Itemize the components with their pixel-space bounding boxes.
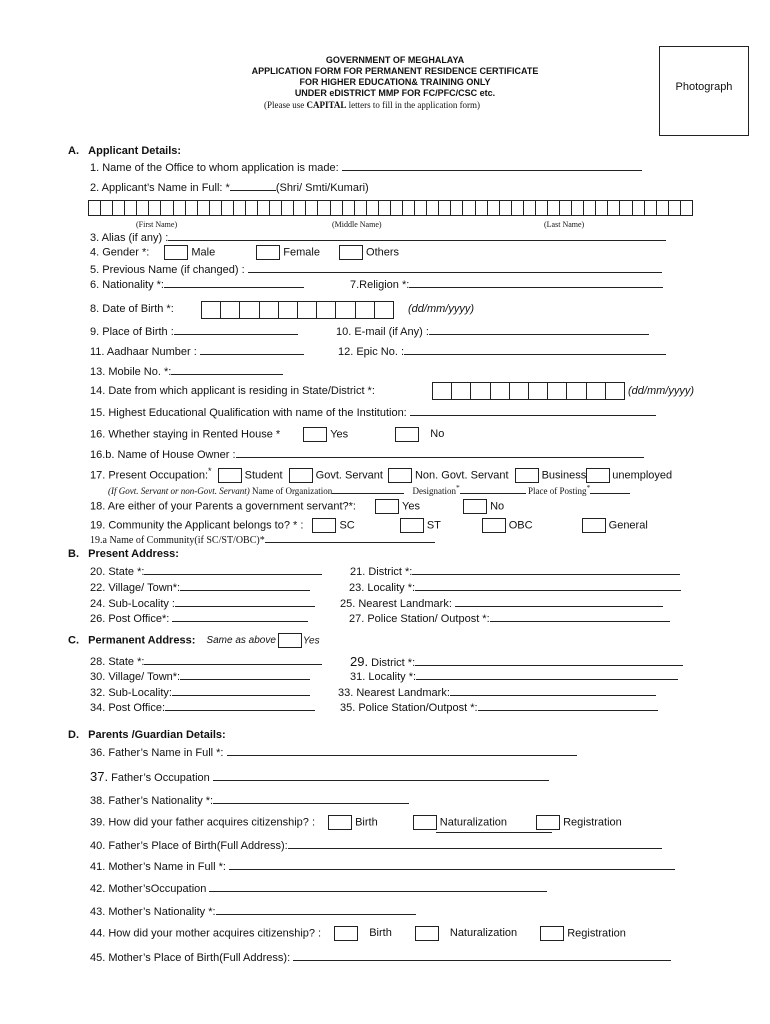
q43-mother-nationality	[90, 904, 416, 918]
q2-applicant-name	[90, 180, 369, 194]
q45-mother-birthplace	[90, 950, 671, 964]
grid-cell[interactable]	[488, 201, 500, 215]
grid-cell[interactable]	[596, 201, 608, 215]
q9-label: 9. Place of Birth :	[90, 326, 174, 338]
grid-cell[interactable]	[633, 201, 645, 215]
section-d-title: Parents /Guardian Details:	[88, 729, 226, 741]
grid-cell[interactable]	[403, 201, 415, 215]
q12-input[interactable]	[404, 344, 666, 355]
q1-input[interactable]	[342, 160, 642, 171]
grid-cell[interactable]	[331, 201, 343, 215]
grid-cell[interactable]	[620, 201, 632, 215]
occupation-unemployed-checkbox[interactable]	[586, 468, 610, 483]
capital-note-bold: CAPITAL	[306, 100, 347, 110]
q37-input[interactable]	[213, 770, 549, 781]
q41-input[interactable]	[229, 859, 675, 870]
rented-no-checkbox[interactable]	[395, 427, 419, 442]
capital-note	[264, 100, 480, 110]
capital-note-post: letters to fill in the application form)	[346, 100, 481, 110]
grid-cell[interactable]	[669, 201, 681, 215]
community-obc-checkbox[interactable]	[482, 518, 506, 533]
grid-cell[interactable]	[294, 201, 306, 215]
q32-label: 32. Sub-Locality:	[90, 687, 172, 699]
q35-label: 35. Police Station/Outpost *:	[340, 702, 478, 714]
grid-cell[interactable]	[529, 383, 548, 399]
middle-name-caption: (Middle Name)	[332, 220, 382, 229]
grid-cell[interactable]	[270, 201, 282, 215]
q37-label: Father’s Occupation	[108, 772, 213, 784]
father-birth-checkbox[interactable]	[328, 815, 352, 830]
st-label: ST	[426, 519, 441, 532]
q27-police-station	[349, 611, 670, 625]
q33-landmark	[338, 685, 656, 699]
q7-religion	[350, 277, 663, 291]
grid-cell[interactable]	[463, 201, 475, 215]
parents-yes-label: Yes	[402, 500, 420, 513]
grid-cell[interactable]	[491, 383, 510, 399]
grid-cell[interactable]	[306, 201, 318, 215]
q7-label: 7.Religion *:	[350, 279, 410, 291]
q39-underline	[436, 832, 552, 833]
community-sc-checkbox[interactable]	[312, 518, 336, 533]
q43-label: 43. Mother’s Nationality *:	[90, 906, 216, 918]
section-b-heading	[68, 548, 179, 560]
q28-input[interactable]	[144, 654, 322, 665]
q1-label: 1. Name of the Office to whom application is made:	[90, 162, 342, 174]
grid-cell[interactable]	[221, 302, 240, 318]
grid-cell[interactable]	[439, 201, 451, 215]
q10-input[interactable]	[429, 324, 649, 335]
q3-label: 3. Alias (if any) :	[90, 232, 169, 244]
mother-registration-label: Registration	[567, 927, 626, 940]
grid-cell[interactable]	[584, 201, 596, 215]
q17-govt-details	[108, 483, 630, 496]
gender-others-checkbox[interactable]	[339, 245, 363, 260]
q22-label: 22. Village/ Town*:	[90, 582, 181, 594]
occupation-business-checkbox[interactable]	[515, 468, 539, 483]
q25-label: 25. Nearest Landmark:	[340, 598, 455, 610]
rented-yes-label: Yes	[330, 428, 349, 441]
posting-label: Place of Posting	[528, 486, 587, 496]
section-a-letter: A.	[68, 145, 79, 157]
grid-cell[interactable]	[298, 302, 317, 318]
q29-district	[350, 654, 683, 669]
grid-cell[interactable]	[452, 383, 471, 399]
q26-label: 26. Post Office*:	[90, 613, 173, 625]
section-a-title: Applicant Details:	[88, 145, 182, 157]
grid-cell[interactable]	[240, 302, 259, 318]
section-b-title: Present Address:	[88, 548, 179, 560]
q16b-input[interactable]	[236, 447, 644, 458]
q27-label: 27. Police Station/ Outpost *:	[349, 613, 490, 625]
q26-input[interactable]	[172, 611, 308, 622]
gender-female-checkbox[interactable]	[256, 245, 280, 260]
occupation-student-checkbox[interactable]	[218, 468, 242, 483]
gender-male-checkbox[interactable]	[164, 245, 188, 260]
q30-village	[90, 669, 310, 683]
header-line-1: GOVERNMENT OF MEGHALAYA	[325, 55, 465, 65]
female-label: Female	[283, 246, 320, 259]
q19a-label: 19.a Name of Community(if SC/ST/OBC)*	[90, 535, 265, 546]
q30-label: 30. Village/ Town*:	[90, 671, 181, 683]
grid-cell[interactable]	[608, 201, 620, 215]
rented-no-label: No	[430, 428, 445, 441]
grid-cell[interactable]	[367, 201, 379, 215]
business-label: Business	[541, 469, 587, 482]
q40-label: 40. Father’s Place of Birth(Full Address):	[90, 840, 288, 852]
q24-label: 24. Sub-Locality :	[90, 598, 175, 610]
q22-village	[90, 580, 310, 594]
grid-cell[interactable]	[210, 201, 222, 215]
q18-parents-govt	[90, 499, 504, 514]
q37-number: 37.	[90, 769, 109, 784]
q33-label: 33. Nearest Landmark:	[338, 687, 450, 699]
header-line-3: FOR HIGHER EDUCATION& TRAINING ONLY	[299, 77, 491, 87]
q11-input[interactable]	[200, 344, 304, 355]
q11-aadhaar	[90, 344, 304, 358]
q6-input[interactable]	[164, 277, 304, 288]
q15-input[interactable]	[410, 405, 656, 416]
grid-cell[interactable]	[356, 302, 375, 318]
q16-label: 16. Whether staying in Rented House *	[90, 428, 281, 441]
q5-input[interactable]	[248, 262, 662, 273]
designation-star: *	[456, 483, 460, 492]
occupation-govt-checkbox[interactable]	[289, 468, 313, 483]
q5-label: 5. Previous Name (if changed) :	[90, 264, 248, 276]
q19-label: 19. Community the Applicant belongs to? * :	[90, 519, 304, 532]
q38-input[interactable]	[213, 793, 409, 804]
photograph-label: Photograph	[675, 81, 733, 93]
mother-birth-label: Birth	[369, 927, 392, 940]
grid-cell[interactable]	[149, 201, 161, 215]
grid-cell[interactable]	[427, 201, 439, 215]
q30-input[interactable]	[180, 669, 310, 680]
grid-cell[interactable]	[548, 383, 567, 399]
capital-note-pre: (Please use	[264, 100, 307, 110]
father-naturalization-label: Naturalization	[439, 816, 508, 829]
q9-place-of-birth	[90, 324, 298, 338]
q29-number: 29.	[350, 654, 369, 669]
residing-date-grid[interactable]	[432, 382, 625, 400]
parents-govt-yes-checkbox[interactable]	[375, 499, 399, 514]
q45-label: 45. Mother’s Place of Birth(Full Address):	[90, 952, 294, 964]
q42-mother-occupation	[90, 881, 547, 895]
q20-label: 20. State *:	[90, 566, 145, 578]
grid-cell[interactable]	[500, 201, 512, 215]
q12-label: 12. Epic No. :	[338, 346, 405, 358]
grid-cell[interactable]	[202, 302, 221, 318]
q44-label: 44. How did your mother acquires citizenship? :	[90, 927, 322, 940]
q28-state	[90, 654, 322, 668]
q6-label: 6. Nationality *:	[90, 279, 164, 291]
q29-input[interactable]	[415, 655, 683, 666]
grid-cell[interactable]	[572, 201, 584, 215]
grid-cell[interactable]	[174, 201, 186, 215]
grid-cell[interactable]	[587, 383, 606, 399]
q25-input[interactable]	[455, 596, 663, 607]
grid-cell[interactable]	[343, 201, 355, 215]
same-as-above-label: Same as above	[206, 635, 276, 647]
grid-cell[interactable]	[222, 201, 234, 215]
grid-cell[interactable]	[548, 201, 560, 215]
q17-occupation	[90, 466, 672, 483]
grid-cell[interactable]	[415, 201, 427, 215]
org-input[interactable]	[332, 485, 404, 494]
q14-label: 14. Date from which applicant is residing in State/District *:	[90, 385, 375, 397]
mother-naturalization-checkbox[interactable]	[415, 926, 439, 941]
q12-epic	[338, 344, 666, 358]
grid-cell[interactable]	[186, 201, 198, 215]
section-c-heading	[68, 633, 320, 648]
q21-district	[350, 564, 680, 578]
q19-community	[90, 518, 648, 533]
q10-label: 10. E-mail (if Any) :	[336, 326, 429, 338]
grid-cell[interactable]	[512, 201, 524, 215]
q11-label: 11. Aadhaar Number :	[90, 346, 200, 358]
mother-registration-checkbox[interactable]	[540, 926, 564, 941]
q4-gender	[90, 245, 399, 260]
q34-post-office	[90, 700, 315, 714]
dob-grid[interactable]	[201, 301, 394, 319]
q8-label: 8. Date of Birth *:	[90, 303, 174, 315]
grid-cell[interactable]	[451, 201, 463, 215]
designation-label: Designation	[412, 486, 457, 496]
grid-cell[interactable]	[125, 201, 137, 215]
q7-input[interactable]	[409, 277, 663, 288]
section-c-letter: C.	[68, 634, 79, 647]
q31-input[interactable]	[416, 669, 678, 680]
q3-alias	[90, 230, 666, 244]
sc-label: SC	[339, 519, 355, 532]
last-name-caption: (Last Name)	[544, 220, 585, 229]
q24-sub-locality	[90, 596, 315, 610]
q34-label: 34. Post Office:	[90, 702, 166, 714]
q5-previous-name	[90, 262, 662, 276]
q42-label: 42. Mother’sOccupation	[90, 883, 210, 895]
q40-input[interactable]	[288, 838, 662, 849]
grid-cell[interactable]	[681, 201, 693, 215]
mother-naturalization-label: Naturalization	[449, 927, 518, 940]
q21-input[interactable]	[412, 564, 680, 575]
q38-label: 38. Father’s Nationality *:	[90, 795, 214, 807]
q42-input[interactable]	[209, 881, 547, 892]
q36-input[interactable]	[227, 745, 577, 756]
q8-date-of-birth	[90, 303, 174, 315]
father-naturalization-checkbox[interactable]	[413, 815, 437, 830]
grid-cell[interactable]	[476, 201, 488, 215]
govt-label: Govt. Servant	[315, 469, 383, 482]
q32-input[interactable]	[172, 685, 310, 696]
q21-label: 21. District *:	[350, 566, 413, 578]
grid-cell[interactable]	[161, 201, 173, 215]
q2-title-options: (Shri/ Smti/Kumari)	[275, 182, 369, 194]
grid-cell[interactable]	[391, 201, 403, 215]
section-b-letter: B.	[68, 548, 79, 560]
rented-yes-checkbox[interactable]	[303, 427, 327, 442]
father-registration-label: Registration	[563, 816, 622, 829]
posting-star: *	[586, 483, 591, 492]
q24-input[interactable]	[175, 596, 315, 607]
grid-cell[interactable]	[375, 302, 394, 318]
unemployed-label: unemployed	[612, 469, 673, 482]
q19a-input[interactable]	[265, 534, 435, 543]
grid-cell[interactable]	[282, 201, 294, 215]
q6-nationality	[90, 277, 304, 291]
community-st-checkbox[interactable]	[400, 518, 424, 533]
grid-cell[interactable]	[317, 302, 336, 318]
q10-email	[336, 324, 649, 338]
q31-locality	[350, 669, 678, 683]
father-registration-checkbox[interactable]	[536, 815, 560, 830]
first-name-caption: (First Name)	[136, 220, 178, 229]
q13-mobile	[90, 364, 283, 378]
community-general-checkbox[interactable]	[582, 518, 606, 533]
q32-sub-locality	[90, 685, 310, 699]
posting-input[interactable]	[590, 485, 630, 494]
residing-date-format: (dd/mm/yyyy)	[628, 385, 694, 397]
q16-rented-house	[90, 427, 444, 442]
q4-label: 4. Gender *:	[90, 246, 150, 259]
q45-input[interactable]	[293, 950, 671, 961]
same-yes-label: Yes	[302, 635, 320, 647]
q23-input[interactable]	[415, 580, 681, 591]
q29-label: District *:	[368, 657, 416, 669]
grid-cell[interactable]	[279, 302, 298, 318]
grid-cell[interactable]	[318, 201, 330, 215]
name-letter-grid[interactable]	[88, 200, 693, 216]
header-line-4: UNDER eDISTRICT MMP FOR FC/PFC/CSC etc.	[294, 88, 496, 98]
section-d-letter: D.	[68, 729, 79, 741]
q33-input[interactable]	[450, 685, 656, 696]
father-birth-label: Birth	[355, 816, 378, 829]
others-label: Others	[366, 246, 400, 259]
grid-cell[interactable]	[234, 201, 246, 215]
q22-input[interactable]	[180, 580, 310, 591]
q23-label: 23. Locality *:	[349, 582, 416, 594]
q34-input[interactable]	[165, 700, 315, 711]
q18-label: 18. Are either of your Parents a government servant?*:	[90, 500, 356, 513]
q19a-community-name	[90, 534, 435, 546]
grid-cell[interactable]	[101, 201, 113, 215]
q28-label: 28. State *:	[90, 656, 145, 668]
q15-label: 15. Highest Educational Qualification with name of the Institution:	[90, 407, 410, 419]
section-c-title: Permanent Address:	[88, 634, 196, 647]
grid-cell[interactable]	[524, 201, 536, 215]
q13-label: 13. Mobile No. *:	[90, 366, 172, 378]
q1-office-name	[90, 160, 642, 174]
dob-format: (dd/mm/yyyy)	[408, 303, 474, 315]
q14-residing-since	[90, 385, 375, 397]
header-line-2: APPLICATION FORM FOR PERMANENT RESIDENCE CERTIFICATE	[251, 66, 539, 76]
q43-input[interactable]	[216, 904, 416, 915]
same-as-above-checkbox[interactable]	[278, 633, 302, 648]
q17-note: (If Govt. Servant or non-Govt. Servant)	[108, 486, 250, 496]
grid-cell[interactable]	[657, 201, 669, 215]
q37-father-occupation	[90, 769, 549, 784]
q41-mother-name	[90, 859, 675, 873]
parents-govt-no-checkbox[interactable]	[463, 499, 487, 514]
q2-label: 2. Applicant’s Name in Full: *	[90, 182, 230, 194]
grid-cell[interactable]	[355, 201, 367, 215]
grid-cell[interactable]	[260, 302, 279, 318]
q31-label: 31. Locality *:	[350, 671, 417, 683]
q9-input[interactable]	[174, 324, 298, 335]
nongovt-label: Non. Govt. Servant	[414, 469, 509, 482]
q36-label: 36. Father’s Name in Full *:	[90, 747, 227, 759]
q27-input[interactable]	[490, 611, 670, 622]
q23-locality	[349, 580, 681, 594]
q20-state	[90, 564, 322, 578]
q39-father-citizenship	[90, 815, 622, 830]
parents-no-label: No	[490, 500, 505, 513]
male-label: Male	[191, 246, 216, 259]
q26-post-office	[90, 611, 308, 625]
grid-cell[interactable]	[433, 383, 452, 399]
section-a-heading	[68, 145, 181, 157]
q39-label: 39. How did your father acquires citizenship? :	[90, 816, 316, 829]
grid-cell[interactable]	[198, 201, 210, 215]
grid-cell[interactable]	[379, 201, 391, 215]
photograph-box[interactable]	[659, 46, 749, 136]
grid-cell[interactable]	[567, 383, 586, 399]
grid-cell[interactable]	[336, 302, 355, 318]
q41-label: 41. Mother’s Name in Full *:	[90, 861, 229, 873]
q35-police-station	[340, 700, 658, 714]
q17-star: *	[208, 466, 212, 476]
q44-mother-citizenship	[90, 926, 626, 941]
mother-birth-checkbox[interactable]	[334, 926, 358, 941]
student-label: Student	[244, 469, 283, 482]
q38-father-nationality	[90, 793, 409, 807]
grid-cell[interactable]	[89, 201, 101, 215]
grid-cell[interactable]	[510, 383, 529, 399]
grid-cell[interactable]	[246, 201, 258, 215]
q16b-house-owner	[90, 447, 644, 461]
q13-input[interactable]	[171, 364, 283, 375]
q17-label: 17. Present Occupation:	[90, 469, 209, 482]
grid-cell[interactable]	[645, 201, 657, 215]
q15-education	[90, 405, 656, 419]
grid-cell[interactable]	[606, 383, 625, 399]
org-label: Name of Organization	[251, 486, 333, 496]
grid-cell[interactable]	[258, 201, 270, 215]
q16b-label: 16.b. Name of House Owner :	[90, 449, 236, 461]
q2-title-input[interactable]	[230, 180, 276, 191]
grid-cell[interactable]	[471, 383, 490, 399]
q25-landmark	[340, 596, 663, 610]
occupation-nongovt-checkbox[interactable]	[388, 468, 412, 483]
grid-cell[interactable]	[113, 201, 125, 215]
obc-label: OBC	[508, 519, 533, 532]
grid-cell[interactable]	[137, 201, 149, 215]
q35-input[interactable]	[478, 700, 658, 711]
q20-input[interactable]	[144, 564, 322, 575]
general-label: General	[608, 519, 648, 532]
q36-father-name	[90, 745, 577, 759]
section-d-heading	[68, 729, 226, 741]
q40-father-birthplace	[90, 838, 662, 852]
q3-input[interactable]	[168, 230, 666, 241]
designation-input[interactable]	[460, 485, 526, 494]
grid-cell[interactable]	[560, 201, 572, 215]
grid-cell[interactable]	[536, 201, 548, 215]
